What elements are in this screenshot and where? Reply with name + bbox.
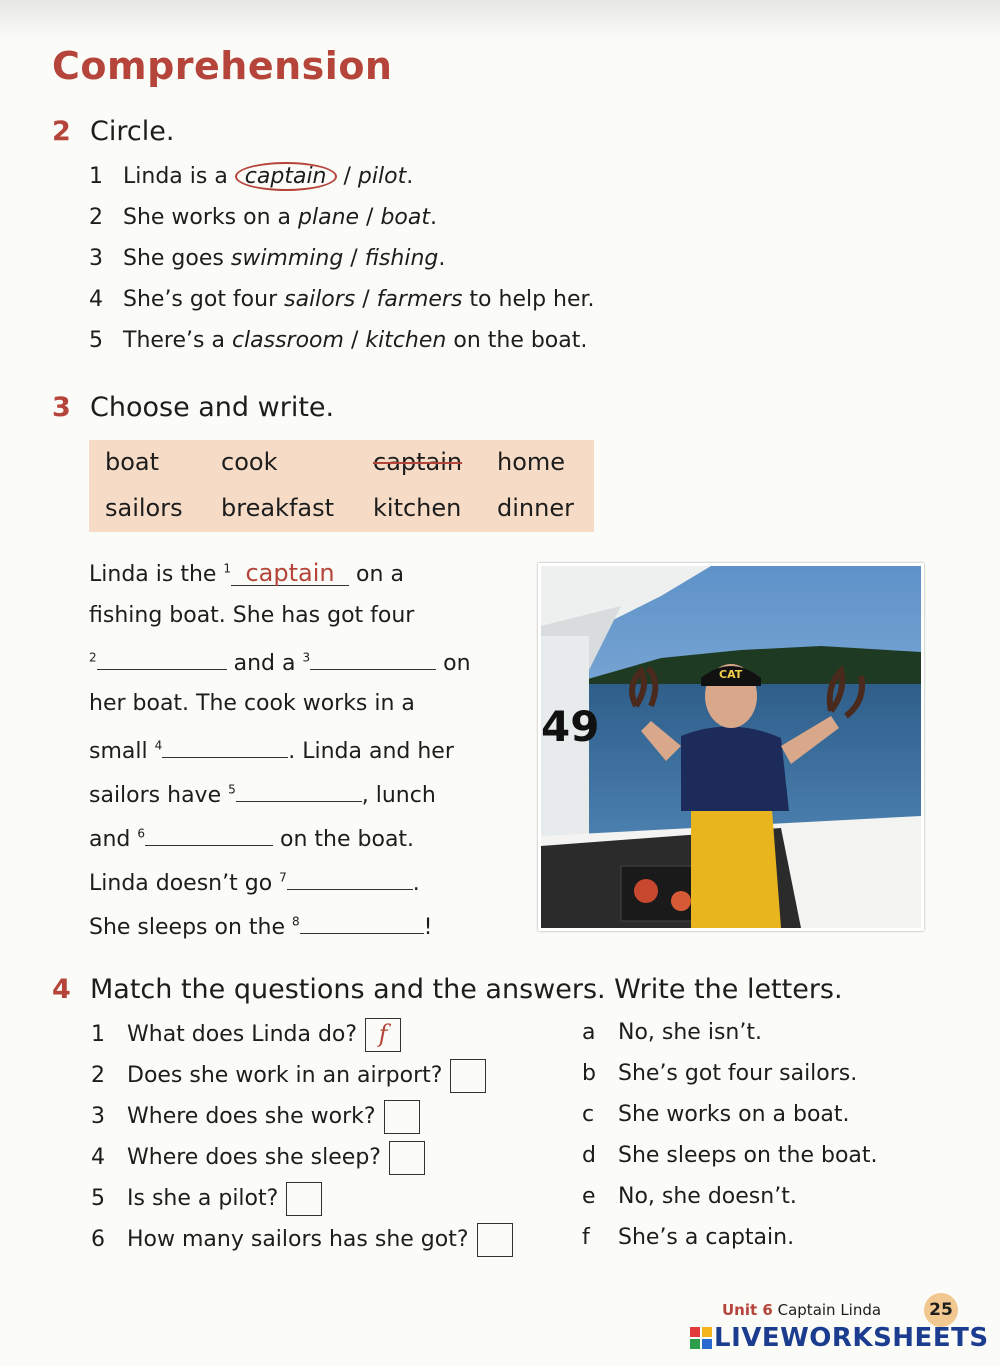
word-option: dinner [497,494,574,522]
option[interactable]: kitchen [365,328,447,353]
answer-box[interactable] [477,1223,513,1257]
item-text: . [406,164,414,189]
answer-box[interactable] [450,1059,486,1093]
separator: / [343,246,365,271]
gap-text-line [89,911,432,940]
item-number: 2 [89,205,103,230]
gap-number: 4 [154,738,163,753]
gap-text: small [89,739,155,764]
answer-box[interactable]: f [365,1018,401,1052]
word-option: cook [221,448,278,476]
exercise-instruction: Choose and write. [90,392,335,423]
gap-number: 8 [292,914,300,929]
gap-text: . [412,871,420,896]
unit-label [722,1301,881,1319]
word-option: kitchen [373,494,462,522]
word-option: boat [105,448,160,476]
captain-linda-photo [538,563,924,931]
gap-7-blank[interactable] [287,867,413,890]
gap-number: 6 [137,826,146,841]
gap-text: and [89,827,138,852]
answer-text: No, she doesn’t. [618,1184,797,1209]
gap-number: 2 [89,650,97,665]
question-number: 3 [91,1104,105,1129]
question-number: 6 [91,1227,105,1252]
gap-number: 1 [223,561,232,576]
item-number: 1 [89,164,103,189]
option[interactable]: swimming [230,246,344,271]
gap-number: 7 [279,870,287,885]
answer-letter: b [582,1061,596,1086]
option[interactable]: classroom [231,328,344,353]
answer-text: She’s got four sailors. [618,1061,858,1086]
circle-item [89,205,437,230]
word-option-used: captain [373,448,463,476]
answer-letter: a [582,1020,596,1045]
circle-item [89,164,413,189]
question-row [91,1018,401,1052]
cap-logo: CAT [719,668,743,681]
question-text: Where does she sleep? [127,1145,381,1170]
gap-1-answer[interactable]: captain [231,559,349,586]
gap-text: ! [423,915,433,940]
gap-6-blank[interactable] [145,823,273,846]
question-number: 4 [91,1145,105,1170]
item-number: 5 [89,328,103,353]
answer-box[interactable] [389,1141,425,1175]
separator: / [355,287,377,312]
gap-text: sailors have [89,783,229,808]
answer-text: No, she isn’t. [618,1020,762,1045]
item-text: to help her. [462,287,595,312]
option[interactable]: pilot [357,164,407,189]
answer-option [582,1061,857,1086]
answer-letter: e [582,1184,596,1209]
item-text: There’s a [123,328,232,353]
circle-item [89,328,587,353]
answer-option [582,1225,794,1250]
gap-text: on a [349,562,404,587]
exercise-4-heading [52,974,843,1005]
gap-number: 5 [228,782,236,797]
item-text: . [430,205,438,230]
question-text: What does Linda do? [127,1022,358,1047]
gap-text-line [89,823,414,852]
option[interactable]: sailors [284,287,356,312]
circle-item [89,246,445,271]
answer-option [582,1184,797,1209]
word-option: sailors [105,494,183,522]
page-number: 25 [924,1293,958,1327]
question-number: 1 [91,1022,105,1047]
option[interactable]: plane [298,205,360,230]
separator: / [336,164,358,189]
question-text: Is she a pilot? [127,1186,279,1211]
exercise-instruction: Match the questions and the answers. Write the letters. [90,974,843,1005]
gap-text: on the boat. [273,827,415,852]
question-row [91,1182,322,1216]
answer-box[interactable] [384,1100,420,1134]
boat-number: 49 [541,702,600,751]
answer-option [582,1102,850,1127]
gap-text-line [89,647,471,676]
gap-text: , lunch [361,783,436,808]
gap-text: on [436,651,471,676]
item-text: Linda is a [123,164,235,189]
question-text: Where does she work? [127,1104,376,1129]
liveworksheets-logo[interactable] [690,1323,989,1353]
answer-letter: c [582,1102,595,1127]
gap-text: She sleeps on the [89,915,292,940]
unit-number: Unit 6 [722,1301,773,1319]
gap-text-line: fishing boat. She has got four [89,603,415,628]
item-text: on the boat. [446,328,588,353]
gap-5-blank[interactable] [236,779,362,802]
question-text: Does she work in an airport? [127,1063,443,1088]
page-title: Comprehension [52,44,393,88]
gap-text-line [89,779,436,808]
top-shadow [0,0,1000,40]
gap-text-line [89,559,404,587]
liveworksheets-icon [690,1327,712,1349]
question-row [91,1100,420,1134]
answer-text: She works on a boat. [618,1102,850,1127]
gap-text-line: her boat. The cook works in a [89,691,415,716]
gap-number: 3 [302,650,311,665]
question-number: 2 [91,1063,105,1088]
question-row [91,1141,425,1175]
answer-letter: d [582,1143,596,1168]
gap-text: Linda doesn’t go [89,871,280,896]
item-text: She’s got four [123,287,285,312]
photo-illustration [541,566,921,928]
exercise-number: 3 [52,392,71,423]
exercise-number: 4 [52,974,71,1005]
gap-8-blank[interactable] [300,911,424,934]
circled-option[interactable]: captain [235,162,337,191]
separator: / [359,205,381,230]
question-text: How many sailors has she got? [127,1227,469,1252]
word-option: breakfast [221,494,335,522]
item-text: She works on a [123,205,299,230]
separator: / [343,328,366,353]
question-row [91,1223,513,1257]
option[interactable]: fishing [364,246,439,271]
gap-2-blank[interactable] [97,647,227,670]
item-number: 4 [89,287,103,312]
circle-item [89,287,595,312]
word-box [89,440,594,532]
answer-letter: f [582,1225,590,1250]
gap-3-blank[interactable] [310,647,436,670]
answer-option [582,1143,878,1168]
answer-box[interactable] [286,1182,322,1216]
gap-4-blank[interactable] [162,735,288,758]
exercise-instruction: Circle. [90,116,175,147]
brand-text: LIVEWORKSHEETS [714,1323,989,1353]
unit-title: Captain Linda [777,1301,882,1319]
exercise-number: 2 [52,116,71,147]
gap-text-line [89,735,454,764]
option[interactable]: farmers [376,287,463,312]
gap-text: and a [226,651,303,676]
word-option: home [497,448,566,476]
question-row [91,1059,486,1093]
gap-text-line [89,867,420,896]
gap-text: Linda is the [89,562,224,587]
gap-text: . Linda and her [288,739,454,764]
answer-option [582,1020,762,1045]
item-number: 3 [89,246,103,271]
answer-text: She sleeps on the boat. [618,1143,878,1168]
exercise-2-heading [52,116,174,147]
exercise-3-heading [52,392,334,423]
option[interactable]: boat [380,205,431,230]
answer-text: She’s a captain. [618,1225,795,1250]
question-number: 5 [91,1186,105,1211]
item-text: . [438,246,446,271]
item-text: She goes [123,246,231,271]
